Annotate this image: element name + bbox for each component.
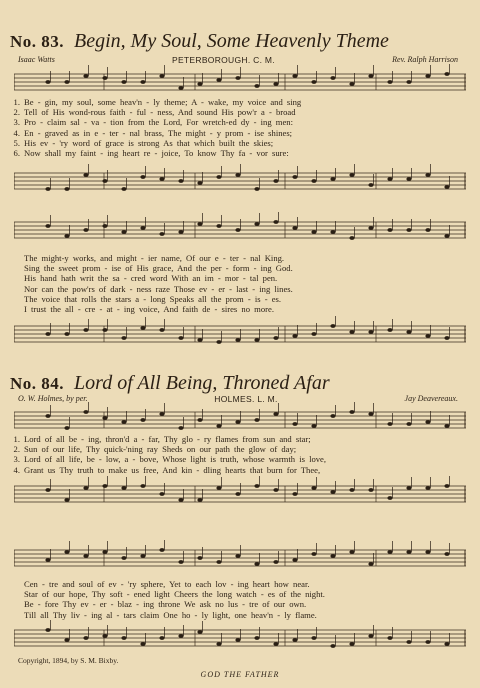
verse-line — [6, 465, 470, 475]
verse-line — [6, 97, 470, 107]
hymn-83-header — [10, 30, 389, 53]
verse-text: I trust the all - cre - at - ing voice, And faith de - sires no more. — [24, 304, 274, 315]
music-staff-icon — [14, 212, 466, 252]
verse-text: Be - fore Thy ev - er - blaz - ing throne We ask no lus - tre of our own. — [24, 599, 307, 610]
verse-number — [6, 294, 20, 304]
verse-line — [6, 294, 470, 304]
verse-line — [6, 589, 470, 599]
verse-line — [6, 579, 470, 589]
verse-number — [6, 589, 20, 599]
hymn-84-tune: HOLMES. L. M. — [214, 394, 278, 404]
verse-line — [6, 117, 470, 127]
verse-text: Nor can the pow'rs of dark - ness raze Those ev - er - last - ing lines. — [24, 283, 293, 294]
music-staff-icon — [14, 476, 466, 520]
hymn-84-header — [10, 372, 330, 395]
verse-line — [6, 148, 470, 158]
music-staff-icon — [14, 620, 466, 656]
verse-number — [6, 610, 20, 620]
verse-number: 1. — [13, 434, 20, 444]
verse-number — [6, 599, 20, 609]
verse-text: Grant us Thy truth to make us free, And kin - dling hearts that burn for Thee, — [24, 464, 321, 475]
hymn-84-title: Lord of All Being, Throned Afar — [74, 372, 330, 394]
verse-line — [6, 444, 470, 454]
verse-text: Sun of our life, Thy quick-'ning ray Sheds on our path the glow of day; — [24, 444, 297, 455]
hymn-84-treble-staff-1 — [14, 402, 466, 438]
verse-text: Lord of all be - ing, thron'd a - far, Thy glo - ry flames from sun and star; — [24, 434, 311, 444]
hymn-83-tune: PETERBOROUGH. C. M. — [171, 55, 275, 65]
verse-number: 1. — [13, 97, 20, 107]
verse-number — [6, 304, 20, 314]
hymn-84-bass-staff-2 — [14, 620, 466, 656]
music-staff-icon — [14, 163, 466, 207]
verse-number: 3. — [13, 454, 20, 465]
hymn-83-number: No. 83. — [10, 32, 65, 51]
copyright-notice: Copyright, 1894, by S. M. Bixby. — [18, 656, 119, 665]
verse-text: Till all Thy liv - ing al - tars claim One ho - ly light, one heav'n - ly flame. — [24, 609, 317, 620]
hymn-84-number: No. 84. — [10, 374, 65, 393]
music-staff-icon — [14, 316, 466, 360]
verse-line — [6, 304, 470, 314]
verse-number: 4. — [13, 127, 20, 138]
verse-text: Be - gin, my soul, some heav'n - ly theme; A - wake, my voice and sing — [24, 97, 302, 107]
verse-number — [6, 579, 20, 589]
verse-number: 5. — [13, 137, 20, 148]
verse-line — [6, 284, 470, 294]
hymn-83-verses-a — [6, 97, 470, 158]
verse-line — [6, 107, 470, 117]
verse-line — [6, 138, 470, 148]
verse-text: Sing the sweet prom - ise of His grace, And the per - form - ing God. — [24, 263, 293, 274]
hymn-83-title: Begin, My Soul, Some Heavenly Theme — [74, 30, 389, 52]
verse-line — [6, 434, 470, 444]
verse-number — [6, 284, 20, 294]
verse-line — [6, 610, 470, 620]
verse-number — [6, 253, 20, 263]
verse-text: The might-y works, and might - ier name, Of our e - ter - nal King. — [24, 253, 285, 263]
hymn-84-author: O. W. Holmes, by per. — [18, 394, 88, 403]
hymn-84-verses-b — [6, 579, 470, 620]
hymn-84-composer: Jay Deavereaux. — [404, 394, 458, 403]
hymn-84-treble-staff-2 — [14, 540, 466, 580]
verse-text: En - graved as in e - ter - nal brass, The might - y prom - ise shines; — [24, 127, 293, 138]
verse-text: Cen - tre and soul of ev - 'ry sphere, Yet to each lov - ing heart how near. — [24, 579, 310, 589]
verse-number: 2. — [13, 444, 20, 455]
music-staff-icon — [14, 540, 466, 580]
verse-line — [6, 599, 470, 609]
hymn-83-composer: Rev. Ralph Harrison — [392, 55, 458, 64]
verse-text: The voice that rolls the stars a - long Speaks all the prom - is - es. — [24, 293, 282, 304]
verse-line — [6, 454, 470, 464]
music-staff-icon — [14, 402, 466, 438]
hymn-83-verses-b — [6, 253, 470, 314]
section-category: GOD THE FATHER — [200, 670, 280, 679]
verse-text: His ev - 'ry word of grace is strong As that which built the skies; — [24, 137, 274, 148]
verse-number: 2. — [13, 107, 20, 118]
hymn-84-bass-staff-1 — [14, 476, 466, 520]
verse-number: 3. — [13, 117, 20, 128]
verse-text: Now shall my faint - ing heart re - joice, To know Thy fa - vor sure: — [24, 148, 289, 159]
hymn-84-verses-a — [6, 434, 470, 475]
verse-number: 6. — [13, 148, 20, 159]
verse-line — [6, 273, 470, 283]
hymn-83-bass-staff-2 — [14, 316, 466, 360]
hymn-83-bass-staff-1 — [14, 163, 466, 207]
verse-number — [6, 273, 20, 283]
verse-line — [6, 263, 470, 273]
verse-number — [6, 263, 20, 273]
verse-number: 4. — [13, 464, 20, 475]
verse-line — [6, 128, 470, 138]
verse-text: Lord of all life, be - low, a - bove, Whose light is truth, whose warmth is love, — [24, 454, 327, 465]
hymn-83-treble-staff-2 — [14, 212, 466, 252]
verse-text: Pro - claim sal - va - tion from the Lord, For wretch-ed dy - ing men: — [24, 117, 293, 128]
verse-text: Tell of His wond-rous faith - ful - ness, And sound His pow'r a - broad — [24, 107, 296, 118]
verse-line — [6, 253, 470, 263]
verse-text: Star of our hope, Thy soft - ened light Cheers the long watch - es of the night. — [24, 589, 325, 600]
verse-text: His hand hath writ the sa - cred word With an im - mor - tal pen. — [24, 273, 278, 284]
hymn-83-author: Isaac Watts — [18, 55, 55, 64]
